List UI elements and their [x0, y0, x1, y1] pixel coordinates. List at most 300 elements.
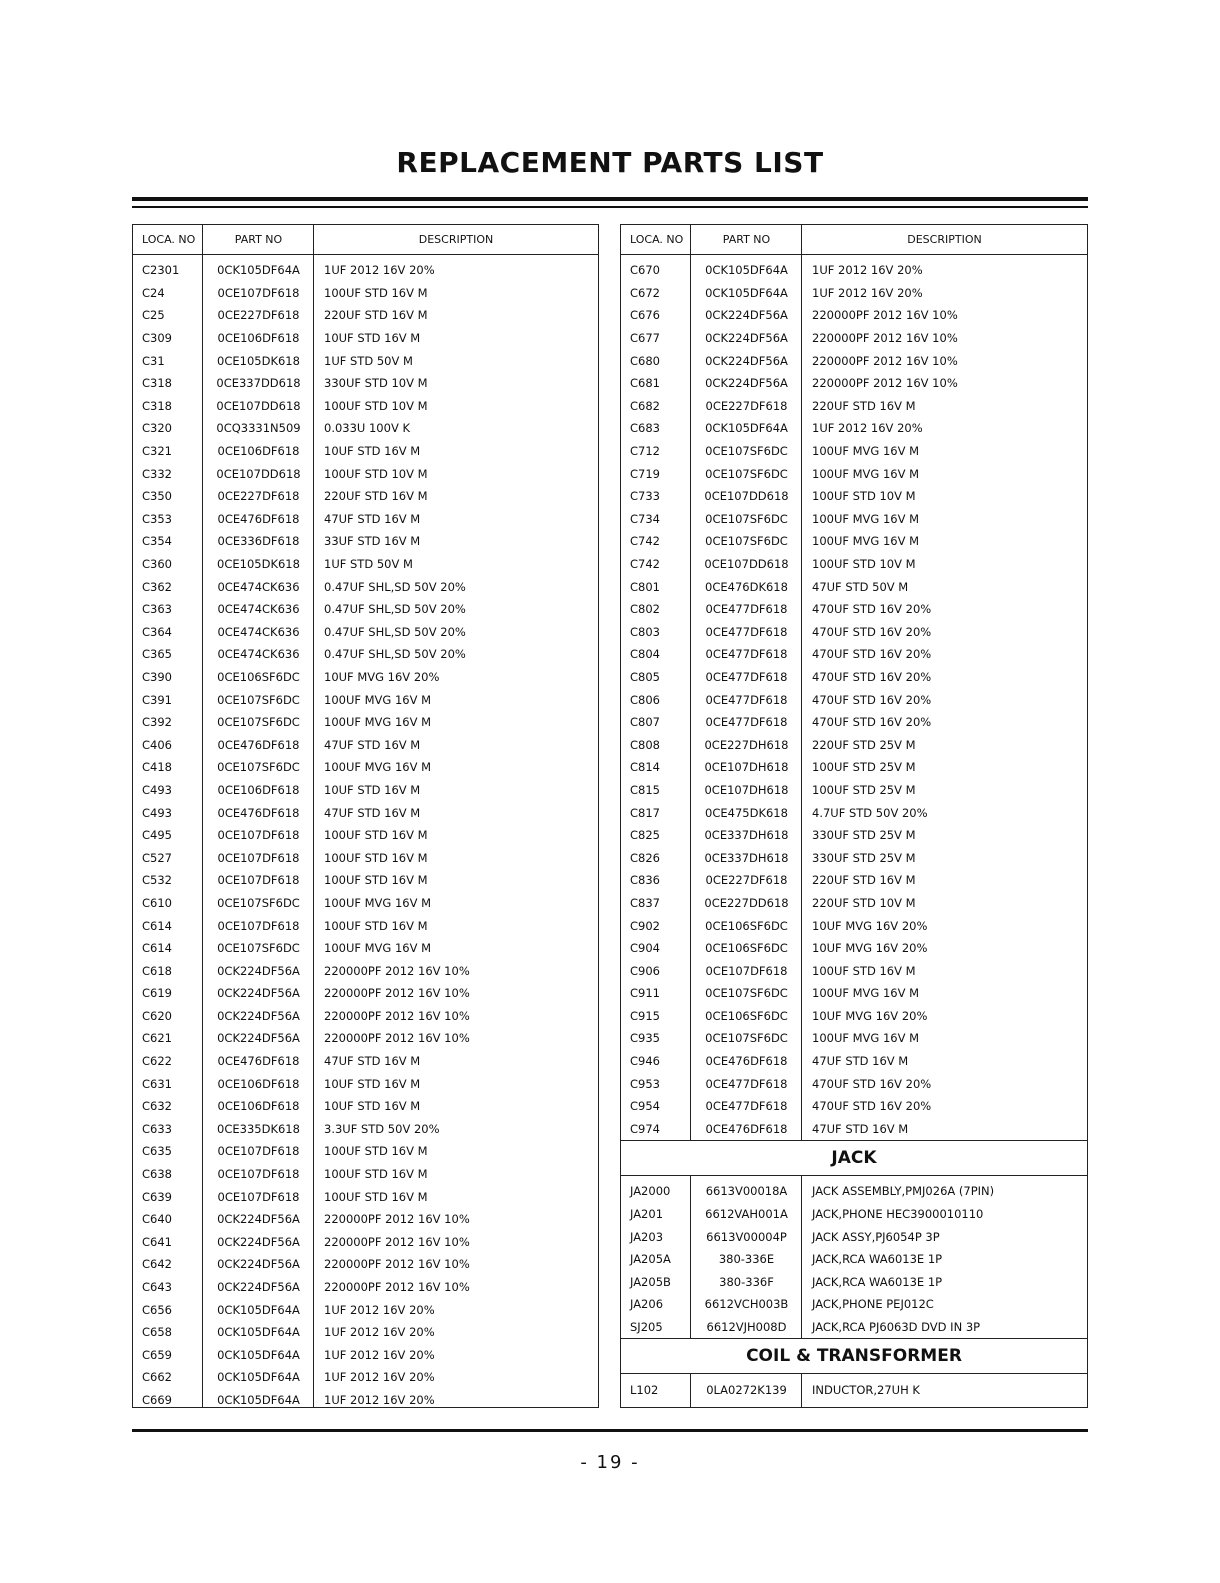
description-cell: 100UF STD 10V M — [812, 557, 916, 572]
header-description: DESCRIPTION — [418, 233, 494, 246]
description-cell: 100UF STD 25V M — [812, 782, 916, 797]
description-cell: 100UF MVG 16V M — [812, 466, 920, 481]
part-no-cell: 380-336F — [719, 1274, 774, 1289]
loca-no-cell: C806 — [630, 692, 660, 707]
description-cell: 220000PF 2012 16V 10% — [324, 1280, 470, 1295]
part-no-cell: 0CE105DK618 — [217, 353, 300, 368]
loca-no-cell: C640 — [142, 1212, 172, 1227]
loca-no-cell: JA2000 — [630, 1184, 671, 1199]
part-no-cell: 0CK224DF56A — [705, 376, 788, 391]
part-no-cell: 0CE107DF618 — [217, 1167, 300, 1182]
description-cell: JACK ASSEMBLY,PMJ026A (7PIN) — [812, 1184, 995, 1199]
loca-no-cell: C621 — [142, 1031, 172, 1046]
loca-no-cell: C803 — [630, 624, 660, 639]
parts-table-left — [132, 224, 599, 1408]
loca-no-cell: C638 — [142, 1167, 172, 1182]
loca-no-cell: SJ205 — [630, 1320, 663, 1335]
description-cell: 220000PF 2012 16V 10% — [812, 331, 958, 346]
part-no-cell: 6613V00004P — [706, 1229, 787, 1244]
loca-no-cell: C318 — [142, 376, 172, 391]
description-cell: 1UF 2012 16V 20% — [324, 1325, 435, 1340]
part-no-cell: 0CE474CK636 — [217, 647, 300, 662]
part-no-cell: 0CK105DF64A — [217, 1325, 300, 1340]
part-no-cell: 0CK224DF56A — [705, 353, 788, 368]
description-cell: 0.033U 100V K — [324, 421, 411, 436]
loca-no-cell: C677 — [630, 331, 660, 346]
description-cell: 220000PF 2012 16V 10% — [324, 1212, 470, 1227]
loca-no-cell: C742 — [630, 534, 660, 549]
loca-no-cell: C817 — [630, 805, 660, 820]
part-no-cell: 0CK105DF64A — [217, 1370, 300, 1385]
description-cell: 47UF STD 50V M — [812, 579, 909, 594]
part-no-cell: 0CE107DF618 — [217, 873, 300, 888]
part-no-cell: 0CE476DF618 — [217, 737, 300, 752]
part-no-cell: 0CE227DF618 — [217, 489, 300, 504]
section-heading-coil: COIL & TRANSFORMER — [621, 1338, 1087, 1374]
loca-no-cell: C676 — [630, 308, 660, 323]
part-no-cell: 0CK224DF56A — [217, 986, 300, 1001]
part-no-cell: 0CE107DD618 — [216, 398, 301, 413]
description-cell: 220000PF 2012 16V 10% — [324, 1031, 470, 1046]
description-cell: 1UF 2012 16V 20% — [812, 263, 923, 278]
description-cell: 100UF STD 25V M — [812, 760, 916, 775]
part-no-cell: 0CE107SF6DC — [217, 941, 300, 956]
part-no-cell: 0CE107DH618 — [704, 760, 789, 775]
loca-no-cell: C365 — [142, 647, 172, 662]
loca-no-cell: C904 — [630, 941, 660, 956]
part-no-cell: 0CK224DF56A — [217, 1212, 300, 1227]
loca-no-cell: C808 — [630, 737, 660, 752]
part-no-cell: 0CK224DF56A — [217, 1008, 300, 1023]
part-no-cell: 0CK105DF64A — [217, 1302, 300, 1317]
loca-no-cell: C815 — [630, 782, 660, 797]
description-cell: 100UF MVG 16V M — [324, 941, 432, 956]
part-no-cell: 0CE107SF6DC — [217, 760, 300, 775]
description-cell: 100UF MVG 16V M — [812, 511, 920, 526]
description-cell: 100UF MVG 16V M — [812, 986, 920, 1001]
description-cell: 47UF STD 16V M — [324, 737, 421, 752]
part-no-cell: 0CE474CK636 — [217, 602, 300, 617]
description-cell: 470UF STD 16V 20% — [812, 669, 932, 684]
description-cell: 100UF STD 16V M — [812, 963, 916, 978]
loca-no-cell: C2301 — [142, 263, 180, 278]
part-no-cell: 0CE107DD618 — [704, 489, 789, 504]
loca-no-cell: C406 — [142, 737, 172, 752]
description-cell: 470UF STD 16V 20% — [812, 1099, 932, 1114]
description-cell: 220000PF 2012 16V 10% — [812, 353, 958, 368]
header-description: DESCRIPTION — [907, 233, 982, 246]
loca-no-cell: C639 — [142, 1189, 172, 1204]
description-cell: 1UF 2012 16V 20% — [812, 421, 923, 436]
loca-no-cell: C805 — [630, 669, 660, 684]
description-cell: 10UF MVG 16V 20% — [324, 669, 440, 684]
loca-no-cell: L102 — [630, 1382, 659, 1397]
description-cell: 10UF MVG 16V 20% — [812, 1008, 928, 1023]
description-cell: 100UF MVG 16V M — [812, 534, 920, 549]
loca-no-cell: C659 — [142, 1347, 172, 1362]
part-no-cell: 0CE476DF618 — [705, 1054, 788, 1069]
loca-no-cell: C656 — [142, 1302, 172, 1317]
part-no-cell: 0CE336DF618 — [217, 534, 300, 549]
part-no-cell: 0CE107DF618 — [217, 1144, 300, 1159]
description-cell: 1UF 2012 16V 20% — [324, 1347, 435, 1362]
loca-no-cell: C614 — [142, 941, 172, 956]
loca-no-cell: C24 — [142, 285, 165, 300]
description-cell: 100UF MVG 16V M — [812, 444, 920, 459]
loca-no-cell: JA206 — [630, 1297, 664, 1312]
description-cell: 10UF STD 16V M — [324, 444, 421, 459]
description-cell: 470UF STD 16V 20% — [812, 647, 932, 662]
header-part-no: PART NO — [722, 233, 771, 246]
loca-no-cell: C418 — [142, 760, 172, 775]
part-no-cell: 0CE337DH618 — [704, 850, 789, 865]
part-no-cell: 0CK224DF56A — [705, 308, 788, 323]
loca-no-cell: C614 — [142, 918, 172, 933]
loca-no-cell: C320 — [142, 421, 172, 436]
description-cell: 3.3UF STD 50V 20% — [324, 1121, 440, 1136]
description-cell: 100UF STD 10V M — [812, 489, 916, 504]
loca-no-cell: C360 — [142, 557, 172, 572]
loca-no-cell: C362 — [142, 579, 172, 594]
part-no-cell: 0CE107DF618 — [217, 850, 300, 865]
description-cell: 220000PF 2012 16V 10% — [324, 963, 470, 978]
part-no-cell: 0CE107SF6DC — [705, 1031, 788, 1046]
description-cell: INDUCTOR,27UH K — [812, 1382, 920, 1397]
part-no-cell: 0CE106DF618 — [217, 782, 300, 797]
part-no-cell: 0CK224DF56A — [705, 331, 788, 346]
part-no-cell: 0CK105DF64A — [705, 285, 788, 300]
loca-no-cell: C527 — [142, 850, 172, 865]
loca-no-cell: C658 — [142, 1325, 172, 1340]
part-no-cell: 0CE475DK618 — [705, 805, 788, 820]
part-no-cell: 0CK224DF56A — [217, 1280, 300, 1295]
description-cell: JACK ASSY,PJ6054P 3P — [812, 1229, 940, 1244]
header-part-no: PART NO — [234, 233, 283, 246]
part-no-cell: 0CE107DF618 — [705, 963, 788, 978]
loca-no-cell: C680 — [630, 353, 660, 368]
part-no-cell: 0CE476DF618 — [217, 511, 300, 526]
loca-no-cell: C635 — [142, 1144, 172, 1159]
loca-no-cell: C318 — [142, 398, 172, 413]
description-cell: JACK,RCA WA6013E 1P — [812, 1252, 943, 1267]
description-cell: 10UF MVG 16V 20% — [812, 918, 928, 933]
part-no-cell: 0CE107SF6DC — [705, 511, 788, 526]
part-no-cell: 0CE476DF618 — [217, 1054, 300, 1069]
part-no-cell: 0CE474CK636 — [217, 579, 300, 594]
loca-no-cell: C620 — [142, 1008, 172, 1023]
part-no-cell: 0CE107SF6DC — [705, 534, 788, 549]
part-no-cell: 0CE477DF618 — [705, 669, 788, 684]
part-no-cell: 0CE474CK636 — [217, 624, 300, 639]
part-no-cell: 6612VJH008D — [706, 1320, 787, 1335]
description-cell: JACK,RCA WA6013E 1P — [812, 1274, 943, 1289]
loca-no-cell: C643 — [142, 1280, 172, 1295]
part-no-cell: 0CE476DF618 — [217, 805, 300, 820]
loca-no-cell: C632 — [142, 1099, 172, 1114]
description-cell: 330UF STD 10V M — [324, 376, 428, 391]
section-heading-jack: JACK — [621, 1140, 1087, 1176]
part-no-cell: 0CE477DF618 — [705, 1099, 788, 1114]
description-cell: 1UF 2012 16V 20% — [324, 263, 435, 278]
column-divider — [202, 225, 203, 1407]
part-no-cell: 0CE107DH618 — [704, 782, 789, 797]
description-cell: 100UF MVG 16V M — [324, 760, 432, 775]
description-cell: 100UF STD 16V M — [324, 1144, 428, 1159]
part-no-cell: 0CK105DF64A — [217, 263, 300, 278]
part-no-cell: 6612VCH003B — [704, 1297, 789, 1312]
loca-no-cell: C493 — [142, 782, 172, 797]
part-no-cell: 0CE107SF6DC — [217, 715, 300, 730]
part-no-cell: 0CE105DK618 — [217, 557, 300, 572]
column-divider — [690, 1374, 691, 1407]
loca-no-cell: C672 — [630, 285, 660, 300]
loca-no-cell: C391 — [142, 692, 172, 707]
part-no-cell: 0CE335DK618 — [217, 1121, 300, 1136]
loca-no-cell: C610 — [142, 895, 172, 910]
loca-no-cell: C954 — [630, 1099, 660, 1114]
part-no-cell: 0CE477DF618 — [705, 1076, 788, 1091]
loca-no-cell: C902 — [630, 918, 660, 933]
description-cell: 220000PF 2012 16V 10% — [812, 376, 958, 391]
footer-rule — [132, 1429, 1088, 1432]
loca-no-cell: C25 — [142, 308, 165, 323]
part-no-cell: 0CE476DK618 — [705, 579, 788, 594]
part-no-cell: 0CE107SF6DC — [217, 692, 300, 707]
loca-no-cell: C390 — [142, 669, 172, 684]
loca-no-cell: C836 — [630, 873, 660, 888]
part-no-cell: 0CE227DF618 — [705, 398, 788, 413]
part-no-cell: 0CE107DF618 — [217, 1189, 300, 1204]
part-no-cell: 0CE106SF6DC — [705, 941, 788, 956]
part-no-cell: 0CE107DD618 — [216, 466, 301, 481]
description-cell: 470UF STD 16V 20% — [812, 692, 932, 707]
description-cell: 220UF STD 16V M — [812, 398, 916, 413]
part-no-cell: 0CE106DF618 — [217, 444, 300, 459]
part-no-cell: 0CE107SF6DC — [705, 986, 788, 1001]
loca-no-cell: C825 — [630, 828, 660, 843]
part-no-cell: 0CE107DF618 — [217, 918, 300, 933]
part-no-cell: 6613V00018A — [705, 1184, 788, 1199]
part-no-cell: 0CE477DF618 — [705, 602, 788, 617]
parts-table-right — [620, 224, 1088, 1408]
description-cell: 1UF 2012 16V 20% — [324, 1392, 435, 1407]
description-cell: 0.47UF SHL,SD 50V 20% — [324, 647, 466, 662]
loca-no-cell: C321 — [142, 444, 172, 459]
description-cell: 47UF STD 16V M — [324, 805, 421, 820]
loca-no-cell: C618 — [142, 963, 172, 978]
part-no-cell: 0CK224DF56A — [217, 1031, 300, 1046]
description-cell: 220UF STD 10V M — [812, 895, 916, 910]
part-no-cell: 0CK224DF56A — [217, 963, 300, 978]
loca-no-cell: JA201 — [630, 1207, 664, 1222]
loca-no-cell: C495 — [142, 828, 172, 843]
loca-no-cell: C804 — [630, 647, 660, 662]
part-no-cell: 0CE477DF618 — [705, 715, 788, 730]
part-no-cell: 0CE107DF618 — [217, 828, 300, 843]
description-cell: 100UF STD 16V M — [324, 918, 428, 933]
loca-no-cell: C633 — [142, 1121, 172, 1136]
part-no-cell: 0CE107DD618 — [704, 557, 789, 572]
description-cell: 1UF 2012 16V 20% — [324, 1302, 435, 1317]
part-no-cell: 0CE107DF618 — [217, 285, 300, 300]
description-cell: 1UF 2012 16V 20% — [324, 1370, 435, 1385]
loca-no-cell: C719 — [630, 466, 660, 481]
loca-no-cell: JA205B — [630, 1274, 671, 1289]
loca-no-cell: C683 — [630, 421, 660, 436]
description-cell: JACK,RCA PJ6063D DVD IN 3P — [812, 1320, 981, 1335]
part-no-cell: 0CE106SF6DC — [705, 1008, 788, 1023]
description-cell: 47UF STD 16V M — [324, 511, 421, 526]
loca-no-cell: C733 — [630, 489, 660, 504]
loca-no-cell: C734 — [630, 511, 660, 526]
part-no-cell: 0CE337DD618 — [216, 376, 301, 391]
loca-no-cell: C392 — [142, 715, 172, 730]
part-no-cell: 0CK105DF64A — [217, 1347, 300, 1362]
loca-no-cell: C364 — [142, 624, 172, 639]
column-divider — [801, 225, 802, 1140]
description-cell: 330UF STD 25V M — [812, 828, 916, 843]
loca-no-cell: C826 — [630, 850, 660, 865]
loca-no-cell: C363 — [142, 602, 172, 617]
description-cell: 100UF STD 16V M — [324, 828, 428, 843]
loca-no-cell: C332 — [142, 466, 172, 481]
part-no-cell: 0CQ3331N509 — [216, 421, 301, 436]
loca-no-cell: C670 — [630, 263, 660, 278]
description-cell: 220000PF 2012 16V 10% — [324, 986, 470, 1001]
part-no-cell: 0CE337DH618 — [704, 828, 789, 843]
loca-no-cell: C354 — [142, 534, 172, 549]
description-cell: 100UF MVG 16V M — [812, 1031, 920, 1046]
part-no-cell: 0CE476DF618 — [705, 1121, 788, 1136]
loca-no-cell: C619 — [142, 986, 172, 1001]
part-no-cell: 0CK105DF64A — [217, 1392, 300, 1407]
part-no-cell: 0CE107SF6DC — [705, 444, 788, 459]
page-title: REPLACEMENT PARTS LIST — [396, 146, 824, 179]
description-cell: 100UF STD 16V M — [324, 850, 428, 865]
description-cell: 0.47UF SHL,SD 50V 20% — [324, 624, 466, 639]
part-no-cell: 0CE227DF618 — [217, 308, 300, 323]
description-cell: 100UF MVG 16V M — [324, 692, 432, 707]
description-cell: 10UF STD 16V M — [324, 1099, 421, 1114]
description-cell: 0.47UF SHL,SD 50V 20% — [324, 579, 466, 594]
loca-no-cell: C669 — [142, 1392, 172, 1407]
column-divider — [801, 1374, 802, 1407]
part-no-cell: 0LA0272K139 — [706, 1382, 787, 1397]
title-rule-thick — [132, 197, 1088, 201]
loca-no-cell: C642 — [142, 1257, 172, 1272]
loca-no-cell: C742 — [630, 557, 660, 572]
description-cell: 470UF STD 16V 20% — [812, 602, 932, 617]
description-cell: 1UF 2012 16V 20% — [812, 285, 923, 300]
loca-no-cell: C814 — [630, 760, 660, 775]
loca-no-cell: C31 — [142, 353, 165, 368]
description-cell: 4.7UF STD 50V 20% — [812, 805, 928, 820]
description-cell: 33UF STD 16V M — [324, 534, 421, 549]
header-loca-no: LOCA. NO — [630, 233, 684, 246]
description-cell: 100UF MVG 16V M — [324, 895, 432, 910]
column-divider — [690, 225, 691, 1140]
description-cell: JACK,PHONE HEC3900010110 — [812, 1207, 984, 1222]
description-cell: 47UF STD 16V M — [324, 1054, 421, 1069]
part-no-cell: 0CE477DF618 — [705, 692, 788, 707]
loca-no-cell: C935 — [630, 1031, 660, 1046]
description-cell: 10UF MVG 16V 20% — [812, 941, 928, 956]
part-no-cell: 0CE477DF618 — [705, 624, 788, 639]
header-loca-no: LOCA. NO — [142, 233, 196, 246]
loca-no-cell: C309 — [142, 331, 172, 346]
part-no-cell: 0CE107SF6DC — [705, 466, 788, 481]
part-no-cell: 0CK224DF56A — [217, 1257, 300, 1272]
part-no-cell: 0CE227DH618 — [704, 737, 789, 752]
loca-no-cell: C493 — [142, 805, 172, 820]
description-cell: 470UF STD 16V 20% — [812, 624, 932, 639]
loca-no-cell: C915 — [630, 1008, 660, 1023]
loca-no-cell: C807 — [630, 715, 660, 730]
description-cell: 10UF STD 16V M — [324, 782, 421, 797]
description-cell: 100UF STD 16V M — [324, 1167, 428, 1182]
description-cell: 220UF STD 16V M — [812, 873, 916, 888]
loca-no-cell: C681 — [630, 376, 660, 391]
part-no-cell: 0CE106DF618 — [217, 331, 300, 346]
description-cell: JACK,PHONE PEJ012C — [812, 1297, 934, 1312]
description-cell: 220UF STD 16V M — [324, 308, 428, 323]
description-cell: 10UF STD 16V M — [324, 331, 421, 346]
loca-no-cell: JA205A — [630, 1252, 671, 1267]
description-cell: 470UF STD 16V 20% — [812, 1076, 932, 1091]
loca-no-cell: C801 — [630, 579, 660, 594]
description-cell: 47UF STD 16V M — [812, 1121, 909, 1136]
description-cell: 100UF STD 16V M — [324, 1189, 428, 1204]
loca-no-cell: C641 — [142, 1234, 172, 1249]
part-no-cell: 380-336E — [718, 1252, 775, 1267]
description-cell: 220000PF 2012 16V 10% — [812, 308, 958, 323]
description-cell: 100UF STD 10V M — [324, 398, 428, 413]
loca-no-cell: C837 — [630, 895, 660, 910]
loca-no-cell: C802 — [630, 602, 660, 617]
loca-no-cell: C953 — [630, 1076, 660, 1091]
description-cell: 10UF STD 16V M — [324, 1076, 421, 1091]
column-divider — [801, 1176, 802, 1338]
column-divider — [313, 225, 314, 1407]
description-cell: 0.47UF SHL,SD 50V 20% — [324, 602, 466, 617]
description-cell: 220UF STD 25V M — [812, 737, 916, 752]
title-rule-thin — [132, 206, 1088, 208]
page-number: - 19 - — [580, 1452, 640, 1473]
loca-no-cell: C622 — [142, 1054, 172, 1069]
part-no-cell: 0CE227DD618 — [704, 895, 789, 910]
part-no-cell: 0CK105DF64A — [705, 263, 788, 278]
description-cell: 220UF STD 16V M — [324, 489, 428, 504]
loca-no-cell: C662 — [142, 1370, 172, 1385]
loca-no-cell: C532 — [142, 873, 172, 888]
loca-no-cell: C631 — [142, 1076, 172, 1091]
description-cell: 470UF STD 16V 20% — [812, 715, 932, 730]
description-cell: 220000PF 2012 16V 10% — [324, 1234, 470, 1249]
part-no-cell: 0CE106DF618 — [217, 1076, 300, 1091]
column-divider — [690, 1176, 691, 1338]
part-no-cell: 0CE106SF6DC — [217, 669, 300, 684]
loca-no-cell: JA203 — [630, 1229, 664, 1244]
description-cell: 100UF MVG 16V M — [324, 715, 432, 730]
description-cell: 220000PF 2012 16V 10% — [324, 1257, 470, 1272]
loca-no-cell: C946 — [630, 1054, 660, 1069]
part-no-cell: 0CE106DF618 — [217, 1099, 300, 1114]
loca-no-cell: C350 — [142, 489, 172, 504]
loca-no-cell: C682 — [630, 398, 660, 413]
description-cell: 220000PF 2012 16V 10% — [324, 1008, 470, 1023]
part-no-cell: 0CE107SF6DC — [217, 895, 300, 910]
description-cell: 1UF STD 50V M — [324, 353, 413, 368]
